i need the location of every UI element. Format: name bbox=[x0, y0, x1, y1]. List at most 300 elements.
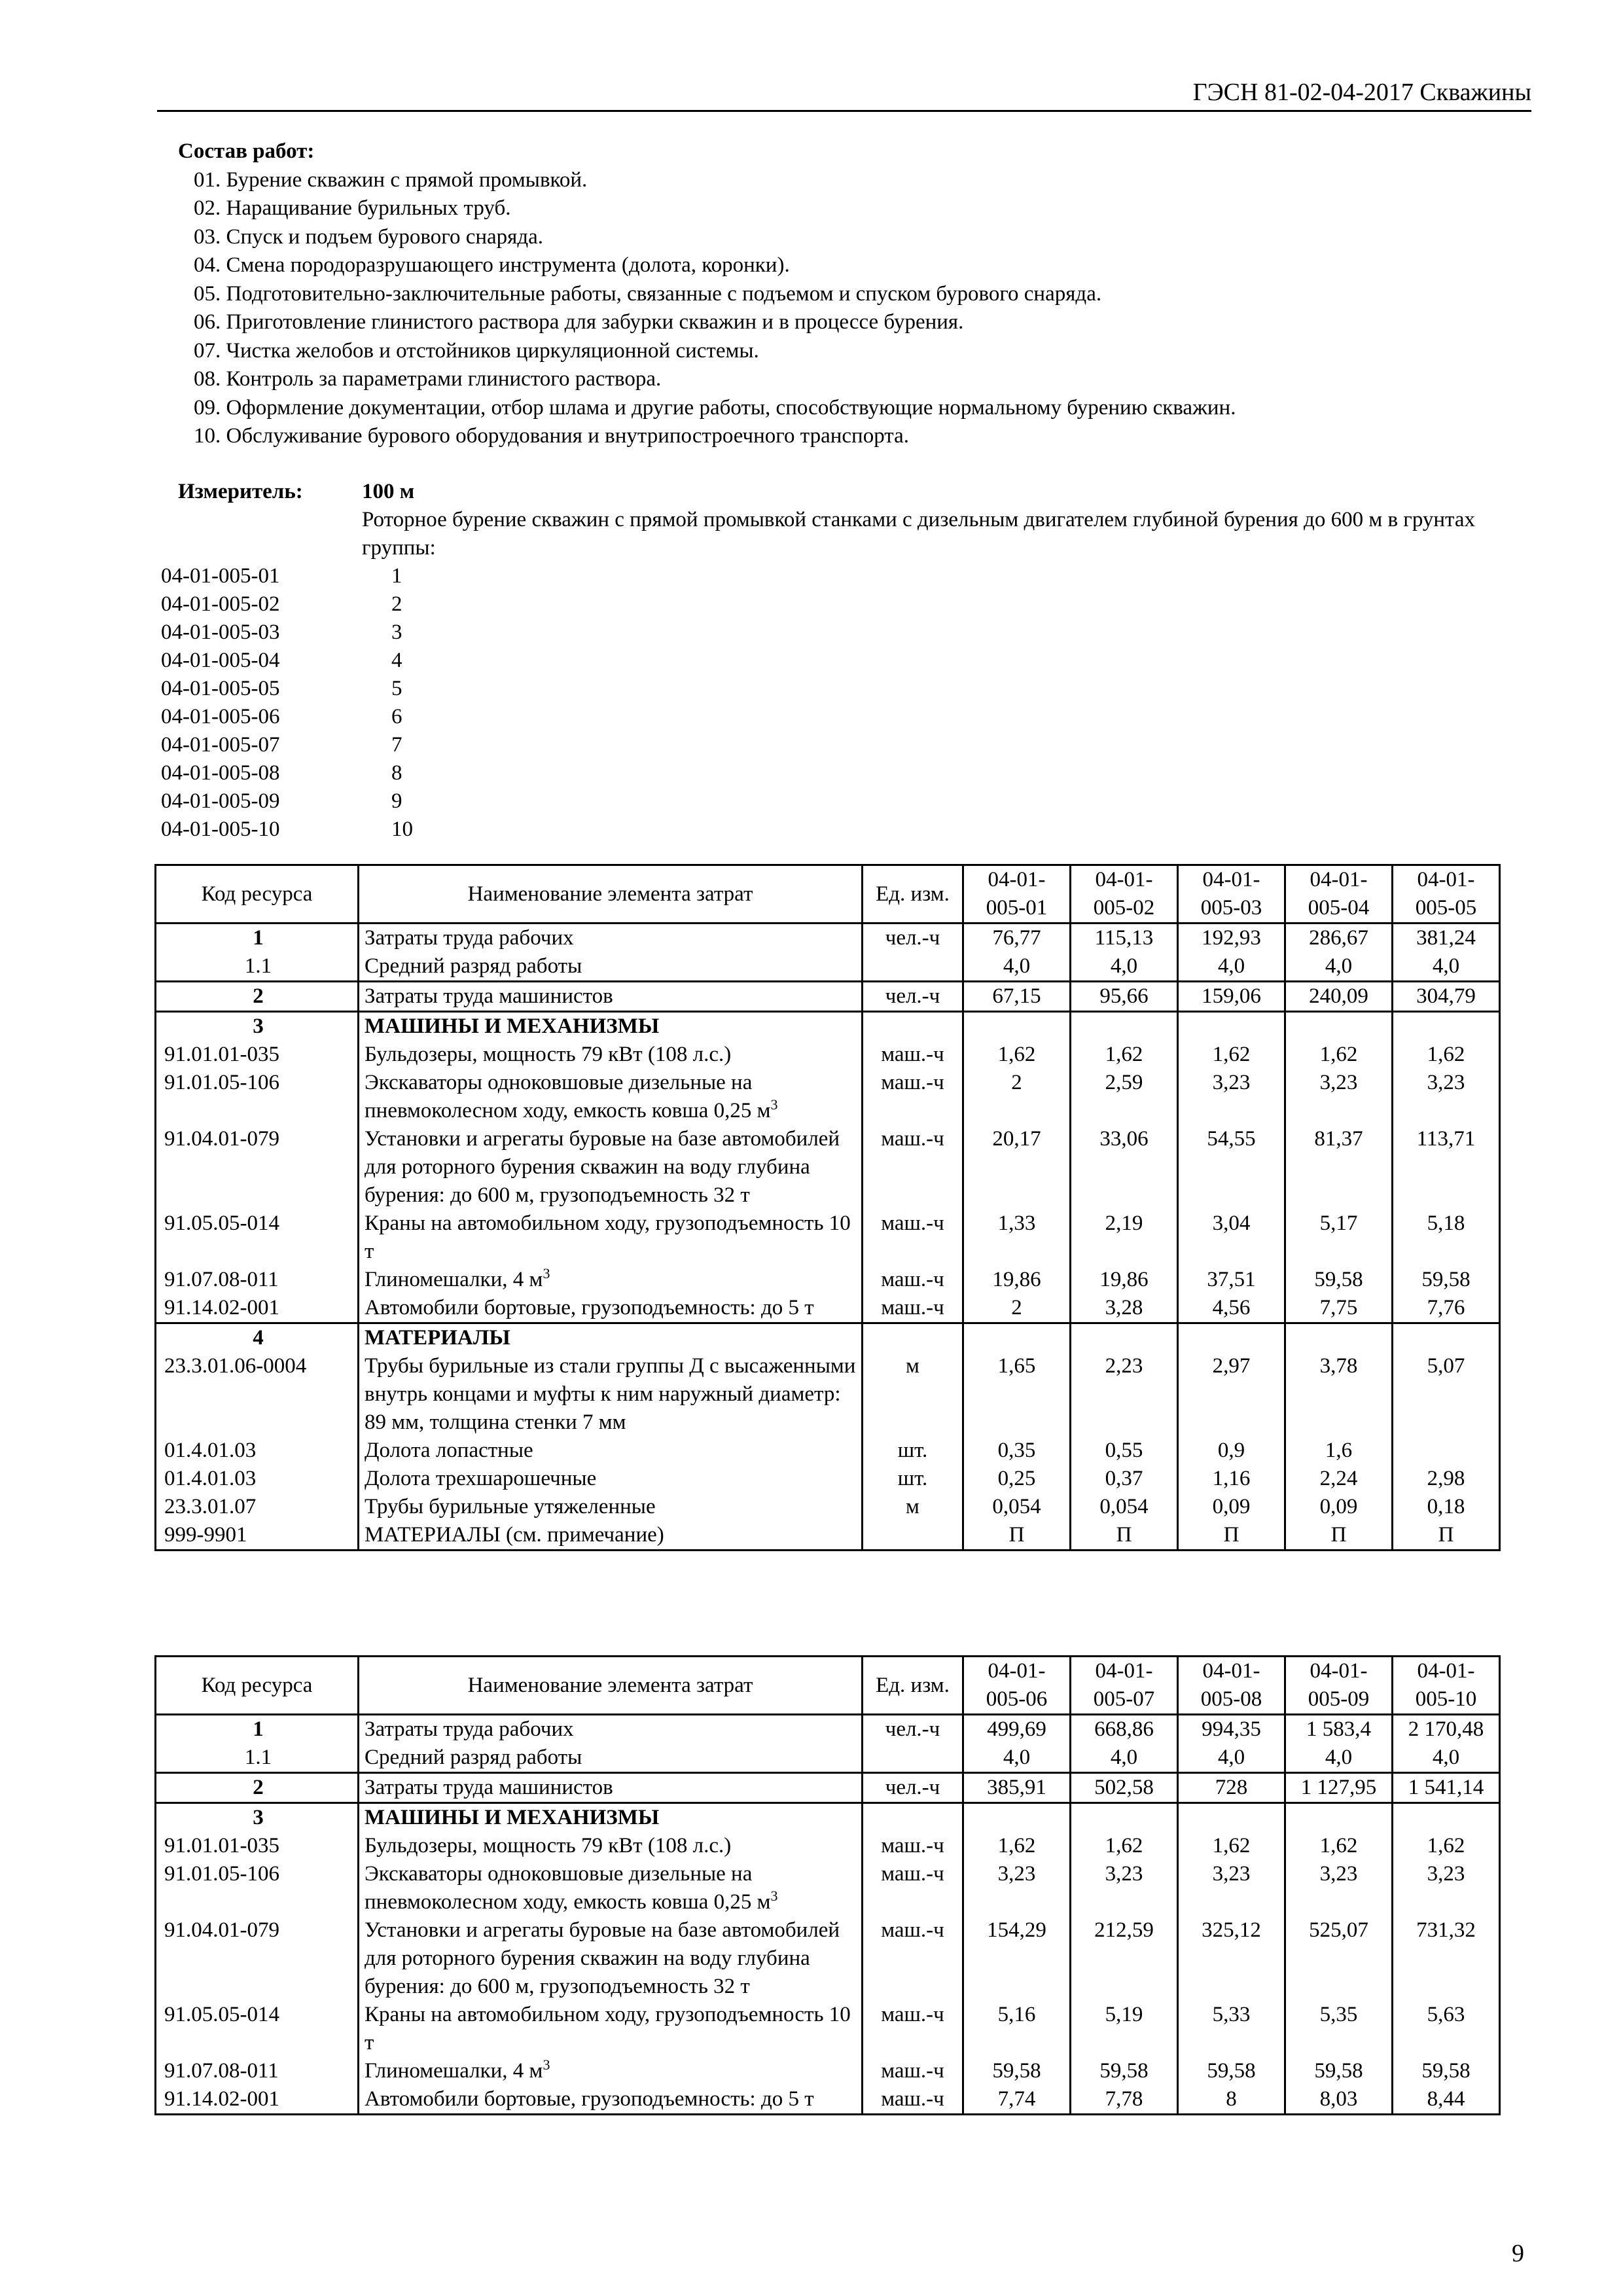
norm-value: 54,55 bbox=[1178, 1125, 1285, 1210]
norm-value: 1,62 bbox=[1071, 1041, 1178, 1069]
table-row bbox=[156, 1041, 1500, 1069]
norm-value: П bbox=[1393, 1521, 1500, 1551]
norm-value: 3,23 bbox=[1393, 1860, 1500, 1916]
cost-element-text: МАТЕРИАЛЫ (см. примечание) bbox=[365, 1523, 664, 1547]
rate-code: 04-01-005-01 bbox=[161, 564, 280, 588]
superscript: 3 bbox=[770, 1096, 778, 1113]
works-title: Состав работ: bbox=[178, 139, 315, 163]
page-number: 9 bbox=[1512, 2240, 1524, 2267]
table-row bbox=[156, 1832, 1500, 1860]
norm-value: 5,63 bbox=[1393, 2001, 1500, 2057]
norm-value: 3,23 bbox=[1178, 1860, 1285, 1916]
meter-label: Измеритель: bbox=[178, 480, 303, 503]
works-item: 02. Наращивание бурильных труб. bbox=[194, 196, 511, 220]
works-item: 05. Подготовительно-заключительные работы, связанные с подъемом и спуском бурового снаряда. bbox=[194, 281, 1102, 306]
resource-code: 91.14.02-001 bbox=[156, 2085, 359, 2115]
norm-value: 1,62 bbox=[1178, 1041, 1285, 1069]
cost-element-text: Экскаваторы одноковшовые дизельные на пневмоколесном ходу, емкость ковша 0,25 м bbox=[365, 1862, 771, 1914]
norm-value: 5,17 bbox=[1285, 1210, 1393, 1266]
unit-of-measure: маш.-ч bbox=[863, 1832, 963, 1860]
norm-value: 1,62 bbox=[1285, 1041, 1393, 1069]
cost-element-name bbox=[359, 1832, 863, 1860]
unit-of-measure: шт. bbox=[863, 1437, 963, 1465]
superscript: 3 bbox=[543, 1265, 550, 1282]
cost-element-text: Средний разряд работы bbox=[365, 954, 582, 978]
norm-value: 212,59 bbox=[1071, 1916, 1178, 2001]
norm-value: 5,35 bbox=[1285, 2001, 1393, 2057]
norm-value: 4,0 bbox=[1393, 952, 1500, 982]
cost-element-name bbox=[359, 2057, 863, 2085]
norm-value bbox=[1071, 1323, 1178, 1353]
norm-value: 525,07 bbox=[1285, 1916, 1393, 2001]
header-code: Код ресурса bbox=[156, 865, 359, 924]
norm-value: 81,37 bbox=[1285, 1125, 1393, 1210]
table-row bbox=[156, 1715, 1500, 1744]
header-rate-code: 04-01-005-07 bbox=[1071, 1657, 1178, 1715]
norm-value: 113,71 bbox=[1393, 1125, 1500, 1210]
norm-value: 4,0 bbox=[1178, 952, 1285, 982]
norm-value: 0,37 bbox=[1071, 1465, 1178, 1493]
rate-code: 04-01-005-04 bbox=[161, 649, 280, 672]
cost-element-name bbox=[359, 1294, 863, 1323]
norm-value: 8,03 bbox=[1285, 2085, 1393, 2115]
norm-value: 0,9 bbox=[1178, 1437, 1285, 1465]
norm-value: 325,12 bbox=[1178, 1916, 1285, 2001]
norm-value: 59,58 bbox=[1393, 2057, 1500, 2085]
norm-value bbox=[963, 1323, 1071, 1353]
norm-value: 59,58 bbox=[1285, 2057, 1393, 2085]
rate-code: 04-01-005-09 bbox=[161, 789, 280, 813]
norm-value: 0,35 bbox=[963, 1437, 1071, 1465]
norm-value: 3,04 bbox=[1178, 1210, 1285, 1266]
header-unit: Ед. изм. bbox=[863, 1657, 963, 1715]
resource-code: 91.01.01-035 bbox=[156, 1832, 359, 1860]
table-row bbox=[156, 2085, 1500, 2115]
resource-table-2 bbox=[154, 1655, 1501, 2115]
norm-value: 0,054 bbox=[963, 1493, 1071, 1521]
norm-value bbox=[1178, 1323, 1285, 1353]
code-row bbox=[161, 590, 444, 619]
norm-value: 1 541,14 bbox=[1393, 1773, 1500, 1803]
rate-code: 04-01-005-02 bbox=[161, 592, 280, 616]
works-item: 07. Чистка желобов и отстойников циркуляционной системы. bbox=[194, 338, 759, 363]
header-rate-code: 04-01-005-08 bbox=[1178, 1657, 1285, 1715]
cost-element-name bbox=[359, 1323, 863, 1353]
unit-of-measure: шт. bbox=[863, 1465, 963, 1493]
norm-value: 3,23 bbox=[1178, 1069, 1285, 1125]
cost-element-text: Автомобили бортовые, грузоподъемность: до 5 т bbox=[365, 2087, 814, 2111]
table-row bbox=[156, 2001, 1500, 2057]
table-row bbox=[156, 1803, 1500, 1833]
unit-of-measure: м bbox=[863, 1493, 963, 1521]
cost-element-text: Глиномешалки, 4 м bbox=[365, 1268, 543, 1291]
cost-element-text: МАШИНЫ И МЕХАНИЗМЫ bbox=[365, 1806, 660, 1829]
table-row bbox=[156, 952, 1500, 982]
header-rate-code: 04-01-005-09 bbox=[1285, 1657, 1393, 1715]
works-item: 10. Обслуживание бурового оборудования и внутрипостроечного транспорта. bbox=[194, 424, 909, 448]
resource-code: 23.3.01.06-0004 bbox=[156, 1352, 359, 1437]
code-row bbox=[161, 675, 444, 703]
resource-code: 91.04.01-079 bbox=[156, 1916, 359, 2001]
unit-of-measure: чел.-ч bbox=[863, 1773, 963, 1803]
norm-value: 59,58 bbox=[963, 2057, 1071, 2085]
norm-value: 2 bbox=[963, 1069, 1071, 1125]
works-item: 03. Спуск и подъем бурового снаряда. bbox=[194, 224, 544, 249]
norm-value: 3,23 bbox=[1285, 1860, 1393, 1916]
norm-value: 1,62 bbox=[963, 1041, 1071, 1069]
norm-value: 1,62 bbox=[1071, 1832, 1178, 1860]
unit-of-measure: маш.-ч bbox=[863, 1041, 963, 1069]
table-row bbox=[156, 1916, 1500, 2001]
unit-of-measure: маш.-ч bbox=[863, 2057, 963, 2085]
header-rate-code: 04-01-005-06 bbox=[963, 1657, 1071, 1715]
norm-value: 385,91 bbox=[963, 1773, 1071, 1803]
cost-element-text: Затраты труда машинистов bbox=[365, 1776, 613, 1799]
document-title: ГЭСН 81-02-04-2017 Скважины bbox=[1192, 79, 1531, 106]
norm-value bbox=[1071, 1803, 1178, 1833]
header-code: Код ресурса bbox=[156, 1657, 359, 1715]
unit-of-measure: маш.-ч bbox=[863, 1860, 963, 1916]
table-row bbox=[156, 1266, 1500, 1294]
resource-code: 3 bbox=[156, 1012, 359, 1041]
cost-element-text: Долота лопастные bbox=[365, 1439, 533, 1462]
norm-value bbox=[963, 1803, 1071, 1833]
table-row bbox=[156, 924, 1500, 953]
code-row bbox=[161, 647, 444, 675]
table-row bbox=[156, 1294, 1500, 1323]
norm-value: 95,66 bbox=[1071, 982, 1178, 1012]
norm-value: 2,19 bbox=[1071, 1210, 1178, 1266]
cost-element-text: Глиномешалки, 4 м bbox=[365, 2059, 543, 2083]
unit-of-measure: маш.-ч bbox=[863, 1294, 963, 1323]
works-composition bbox=[178, 137, 1552, 451]
header-unit: Ед. изм. bbox=[863, 865, 963, 924]
cost-element-text: Трубы бурильные из стали группы Д с высаженными внутрь концами и муфты к ним наружный диаметр: 89 мм, толщина стенки 7 мм bbox=[365, 1354, 856, 1434]
table-row bbox=[156, 1323, 1500, 1353]
unit-of-measure bbox=[863, 1803, 963, 1833]
norm-value: 2,98 bbox=[1393, 1465, 1500, 1493]
norm-value: 1 127,95 bbox=[1285, 1773, 1393, 1803]
norm-value: 2,23 bbox=[1071, 1352, 1178, 1437]
unit-of-measure: маш.-ч bbox=[863, 2085, 963, 2115]
rate-code: 04-01-005-07 bbox=[161, 733, 280, 757]
unit-of-measure: чел.-ч bbox=[863, 924, 963, 953]
table-row bbox=[156, 1069, 1500, 1125]
cost-element-name bbox=[359, 1437, 863, 1465]
norm-value: 4,0 bbox=[963, 952, 1071, 982]
norm-value: 0,09 bbox=[1178, 1493, 1285, 1521]
resource-code: 91.07.08-011 bbox=[156, 2057, 359, 2085]
norm-value: 502,58 bbox=[1071, 1773, 1178, 1803]
cost-element-name bbox=[359, 1266, 863, 1294]
norm-value bbox=[1285, 1803, 1393, 1833]
norm-value: 2 bbox=[963, 1294, 1071, 1323]
norm-value: 192,93 bbox=[1178, 924, 1285, 953]
table-row bbox=[156, 982, 1500, 1012]
rate-code: 04-01-005-05 bbox=[161, 677, 280, 700]
norm-value: 2,97 bbox=[1178, 1352, 1285, 1437]
norm-value: 19,86 bbox=[1071, 1266, 1178, 1294]
norm-value: 1,33 bbox=[963, 1210, 1071, 1266]
resource-code: 91.01.05-106 bbox=[156, 1069, 359, 1125]
works-item: 04. Смена породоразрушающего инструмента (долота, коронки). bbox=[194, 253, 790, 277]
meter-description: Роторное бурение скважин с прямой промывкой станками с дизельным двигателем глубиной бурения до 600 м в грунтах группы: bbox=[362, 508, 1476, 560]
cost-element-text: МАТЕРИАЛЫ bbox=[365, 1326, 510, 1350]
header-name: Наименование элемента затрат bbox=[359, 865, 863, 924]
norm-value: 1,65 bbox=[963, 1352, 1071, 1437]
table-row bbox=[156, 2057, 1500, 2085]
norm-value: 731,32 bbox=[1393, 1916, 1500, 2001]
unit-of-measure: чел.-ч bbox=[863, 982, 963, 1012]
header-rate-code: 04-01-005-02 bbox=[1071, 865, 1178, 924]
norm-value: 7,78 bbox=[1071, 2085, 1178, 2115]
norm-value: 286,67 bbox=[1285, 924, 1393, 953]
soil-group: 2 bbox=[391, 592, 402, 616]
norm-value: 7,74 bbox=[963, 2085, 1071, 2115]
cost-element-name bbox=[359, 1860, 863, 1916]
norm-value: 0,55 bbox=[1071, 1437, 1178, 1465]
norm-value: 3,23 bbox=[1071, 1860, 1178, 1916]
resource-code: 2 bbox=[156, 982, 359, 1012]
norm-value: 1 583,4 bbox=[1285, 1715, 1393, 1744]
cost-element-name bbox=[359, 1773, 863, 1803]
norm-value: П bbox=[1178, 1521, 1285, 1551]
unit-of-measure: м bbox=[863, 1352, 963, 1437]
norm-value: 4,0 bbox=[1393, 1744, 1500, 1773]
cost-element-text: Бульдозеры, мощность 79 кВт (108 л.с.) bbox=[365, 1043, 732, 1066]
unit-of-measure bbox=[863, 1012, 963, 1041]
unit-of-measure: чел.-ч bbox=[863, 1715, 963, 1744]
unit-of-measure: маш.-ч bbox=[863, 1125, 963, 1210]
norm-value: 19,86 bbox=[963, 1266, 1071, 1294]
norm-value: 7,75 bbox=[1285, 1294, 1393, 1323]
cost-element-name bbox=[359, 1715, 863, 1744]
norm-value: 154,29 bbox=[963, 1916, 1071, 2001]
cost-element-name bbox=[359, 1493, 863, 1521]
resource-code: 91.04.01-079 bbox=[156, 1125, 359, 1210]
unit-of-measure: маш.-ч bbox=[863, 1069, 963, 1125]
meter-value: 100 м bbox=[362, 480, 415, 503]
code-row bbox=[161, 562, 444, 590]
cost-element-text: Установки и агрегаты буровые на базе автомобилей для роторного бурения скважин на воду глубина бурения: до 600 м, грузоподъемность 32 т bbox=[365, 1918, 840, 1998]
resource-code: 1 bbox=[156, 924, 359, 953]
cost-element-name bbox=[359, 1041, 863, 1069]
norm-value: 0,09 bbox=[1285, 1493, 1393, 1521]
norm-value: 2,24 bbox=[1285, 1465, 1393, 1493]
resource-code: 3 bbox=[156, 1803, 359, 1833]
norm-value: 4,0 bbox=[1071, 1744, 1178, 1773]
norm-value: 1,16 bbox=[1178, 1465, 1285, 1493]
works-item: 06. Приготовление глинистого раствора для забурки скважин и в процессе бурения. bbox=[194, 310, 964, 334]
norm-value: 2 170,48 bbox=[1393, 1715, 1500, 1744]
soil-group: 3 bbox=[391, 620, 402, 644]
cost-element-text: Экскаваторы одноковшовые дизельные на пневмоколесном ходу, емкость ковша 0,25 м bbox=[365, 1071, 771, 1122]
header-rate-code: 04-01-005-05 bbox=[1393, 865, 1500, 924]
norm-value: 4,0 bbox=[1071, 952, 1178, 982]
resource-code: 2 bbox=[156, 1773, 359, 1803]
norm-value: 37,51 bbox=[1178, 1266, 1285, 1294]
norm-value bbox=[1393, 1803, 1500, 1833]
norm-value: 5,16 bbox=[963, 2001, 1071, 2057]
norm-value: 3,23 bbox=[963, 1860, 1071, 1916]
soil-group: 7 bbox=[391, 733, 402, 757]
norm-value: 3,23 bbox=[1285, 1069, 1393, 1125]
norm-value: 5,19 bbox=[1071, 2001, 1178, 2057]
norm-value: 4,0 bbox=[1285, 952, 1393, 982]
superscript: 3 bbox=[770, 1888, 778, 1904]
works-list bbox=[178, 166, 1552, 451]
soil-group: 6 bbox=[391, 705, 402, 728]
unit-of-measure bbox=[863, 1744, 963, 1773]
unit-of-measure bbox=[863, 1521, 963, 1551]
soil-group: 8 bbox=[391, 761, 402, 785]
table-row bbox=[156, 1012, 1500, 1041]
cost-element-name bbox=[359, 1521, 863, 1551]
works-item: 01. Бурение скважин с прямой промывкой. bbox=[194, 168, 588, 192]
cost-element-text: МАШИНЫ И МЕХАНИЗМЫ bbox=[365, 1014, 660, 1038]
header-name: Наименование элемента затрат bbox=[359, 1657, 863, 1715]
norm-value: 3,23 bbox=[1393, 1069, 1500, 1125]
cost-element-name bbox=[359, 1465, 863, 1493]
resource-code: 23.3.01.07 bbox=[156, 1493, 359, 1521]
cost-element-name bbox=[359, 952, 863, 982]
page-header bbox=[157, 77, 1531, 112]
resource-code: 91.07.08-011 bbox=[156, 1266, 359, 1294]
table-row bbox=[156, 1437, 1500, 1465]
code-row bbox=[161, 759, 444, 787]
norm-value: 0,054 bbox=[1071, 1493, 1178, 1521]
norm-value: 499,69 bbox=[963, 1715, 1071, 1744]
norm-value: 728 bbox=[1178, 1773, 1285, 1803]
resource-code: 01.4.01.03 bbox=[156, 1465, 359, 1493]
norm-value bbox=[1071, 1012, 1178, 1041]
norm-value: 33,06 bbox=[1071, 1125, 1178, 1210]
norm-value: П bbox=[1285, 1521, 1393, 1551]
cost-element-text: Долота трехшарошечные bbox=[365, 1467, 597, 1490]
norm-value: 5,18 bbox=[1393, 1210, 1500, 1266]
table-row bbox=[156, 1125, 1500, 1210]
soil-group: 5 bbox=[391, 677, 402, 700]
cost-element-name bbox=[359, 982, 863, 1012]
norm-value: 67,15 bbox=[963, 982, 1071, 1012]
cost-element-name bbox=[359, 1916, 863, 2001]
unit-of-measure: маш.-ч bbox=[863, 2001, 963, 2057]
cost-element-name bbox=[359, 924, 863, 953]
norm-value bbox=[1393, 1437, 1500, 1465]
soil-group: 4 bbox=[391, 649, 402, 672]
rate-code: 04-01-005-03 bbox=[161, 620, 280, 644]
norm-value: 1,62 bbox=[1285, 1832, 1393, 1860]
norm-value: 7,76 bbox=[1393, 1294, 1500, 1323]
norm-value: 59,58 bbox=[1071, 2057, 1178, 2085]
unit-of-measure: маш.-ч bbox=[863, 1210, 963, 1266]
resource-code: 1.1 bbox=[156, 1744, 359, 1773]
norm-value: 1,62 bbox=[1393, 1041, 1500, 1069]
cost-element-name bbox=[359, 2001, 863, 2057]
works-item: 09. Оформление документации, отбор шлама и другие работы, способствующие нормальному бурению скважин. bbox=[194, 395, 1236, 420]
cost-element-name bbox=[359, 1352, 863, 1437]
norm-value: 76,77 bbox=[963, 924, 1071, 953]
resource-code: 91.05.05-014 bbox=[156, 1210, 359, 1266]
cost-element-text: Затраты труда рабочих bbox=[365, 926, 574, 950]
table-row bbox=[156, 1210, 1500, 1266]
resource-table-1 bbox=[154, 864, 1501, 1551]
norm-value bbox=[963, 1012, 1071, 1041]
superscript: 3 bbox=[543, 2056, 550, 2073]
code-row bbox=[161, 703, 444, 731]
rate-code: 04-01-005-10 bbox=[161, 817, 280, 841]
cost-element-name bbox=[359, 1210, 863, 1266]
cost-element-name bbox=[359, 1125, 863, 1210]
soil-group: 9 bbox=[391, 789, 402, 813]
norm-value: 59,58 bbox=[1393, 1266, 1500, 1294]
cost-element-text: Трубы бурильные утяжеленные bbox=[365, 1495, 656, 1518]
unit-of-measure: маш.-ч bbox=[863, 1266, 963, 1294]
resource-code: 999-9901 bbox=[156, 1521, 359, 1551]
resource-code: 1 bbox=[156, 1715, 359, 1744]
norm-value bbox=[1178, 1803, 1285, 1833]
norm-value: 1,62 bbox=[963, 1832, 1071, 1860]
norm-value: 4,56 bbox=[1178, 1294, 1285, 1323]
header-rate-code: 04-01-005-04 bbox=[1285, 865, 1393, 924]
cost-element-text: Установки и агрегаты буровые на базе автомобилей для роторного бурения скважин на воду глубина бурения: до 600 м, грузоподъемность 32 т bbox=[365, 1127, 840, 1207]
norm-value: 59,58 bbox=[1285, 1266, 1393, 1294]
resource-code: 91.14.02-001 bbox=[156, 1294, 359, 1323]
norm-value: 304,79 bbox=[1393, 982, 1500, 1012]
cost-element-text: Краны на автомобильном ходу, грузоподъемность 10 т bbox=[365, 2003, 851, 2054]
norm-value: 3,78 bbox=[1285, 1352, 1393, 1437]
norm-value: П bbox=[1071, 1521, 1178, 1551]
unit-of-measure bbox=[863, 952, 963, 982]
resource-code: 91.01.05-106 bbox=[156, 1860, 359, 1916]
header-rate-code: 04-01-005-10 bbox=[1393, 1657, 1500, 1715]
cost-element-text: Затраты труда рабочих bbox=[365, 1717, 574, 1741]
table-row bbox=[156, 1465, 1500, 1493]
cost-element-text: Краны на автомобильном ходу, грузоподъемность 10 т bbox=[365, 1211, 851, 1263]
soil-group: 10 bbox=[391, 817, 413, 841]
cost-element-text: Бульдозеры, мощность 79 кВт (108 л.с.) bbox=[365, 1834, 732, 1857]
cost-element-text: Затраты труда машинистов bbox=[365, 984, 613, 1008]
norm-value: 4,0 bbox=[1178, 1744, 1285, 1773]
norm-value: 8,44 bbox=[1393, 2085, 1500, 2115]
code-row bbox=[161, 731, 444, 759]
cost-element-name bbox=[359, 1012, 863, 1041]
resource-code: 1.1 bbox=[156, 952, 359, 982]
code-row bbox=[161, 787, 444, 816]
norm-value: 8 bbox=[1178, 2085, 1285, 2115]
norm-value: 1,62 bbox=[1393, 1832, 1500, 1860]
norm-value: 668,86 bbox=[1071, 1715, 1178, 1744]
table-row bbox=[156, 1352, 1500, 1437]
works-item: 08. Контроль за параметрами глинистого раствора. bbox=[194, 367, 662, 391]
norm-value: 59,58 bbox=[1178, 2057, 1285, 2085]
norm-value bbox=[1393, 1012, 1500, 1041]
norm-value: 1,6 bbox=[1285, 1437, 1393, 1465]
norm-value: П bbox=[963, 1521, 1071, 1551]
soil-group: 1 bbox=[391, 564, 402, 588]
norm-value: 0,18 bbox=[1393, 1493, 1500, 1521]
norm-value bbox=[1178, 1012, 1285, 1041]
rate-code: 04-01-005-06 bbox=[161, 705, 280, 728]
table-row bbox=[156, 1493, 1500, 1521]
norm-value: 240,09 bbox=[1285, 982, 1393, 1012]
norm-value: 5,33 bbox=[1178, 2001, 1285, 2057]
header-rate-code: 04-01-005-03 bbox=[1178, 865, 1285, 924]
code-row bbox=[161, 619, 444, 647]
cost-element-name bbox=[359, 1744, 863, 1773]
table-row bbox=[156, 1773, 1500, 1803]
rate-code: 04-01-005-08 bbox=[161, 761, 280, 785]
